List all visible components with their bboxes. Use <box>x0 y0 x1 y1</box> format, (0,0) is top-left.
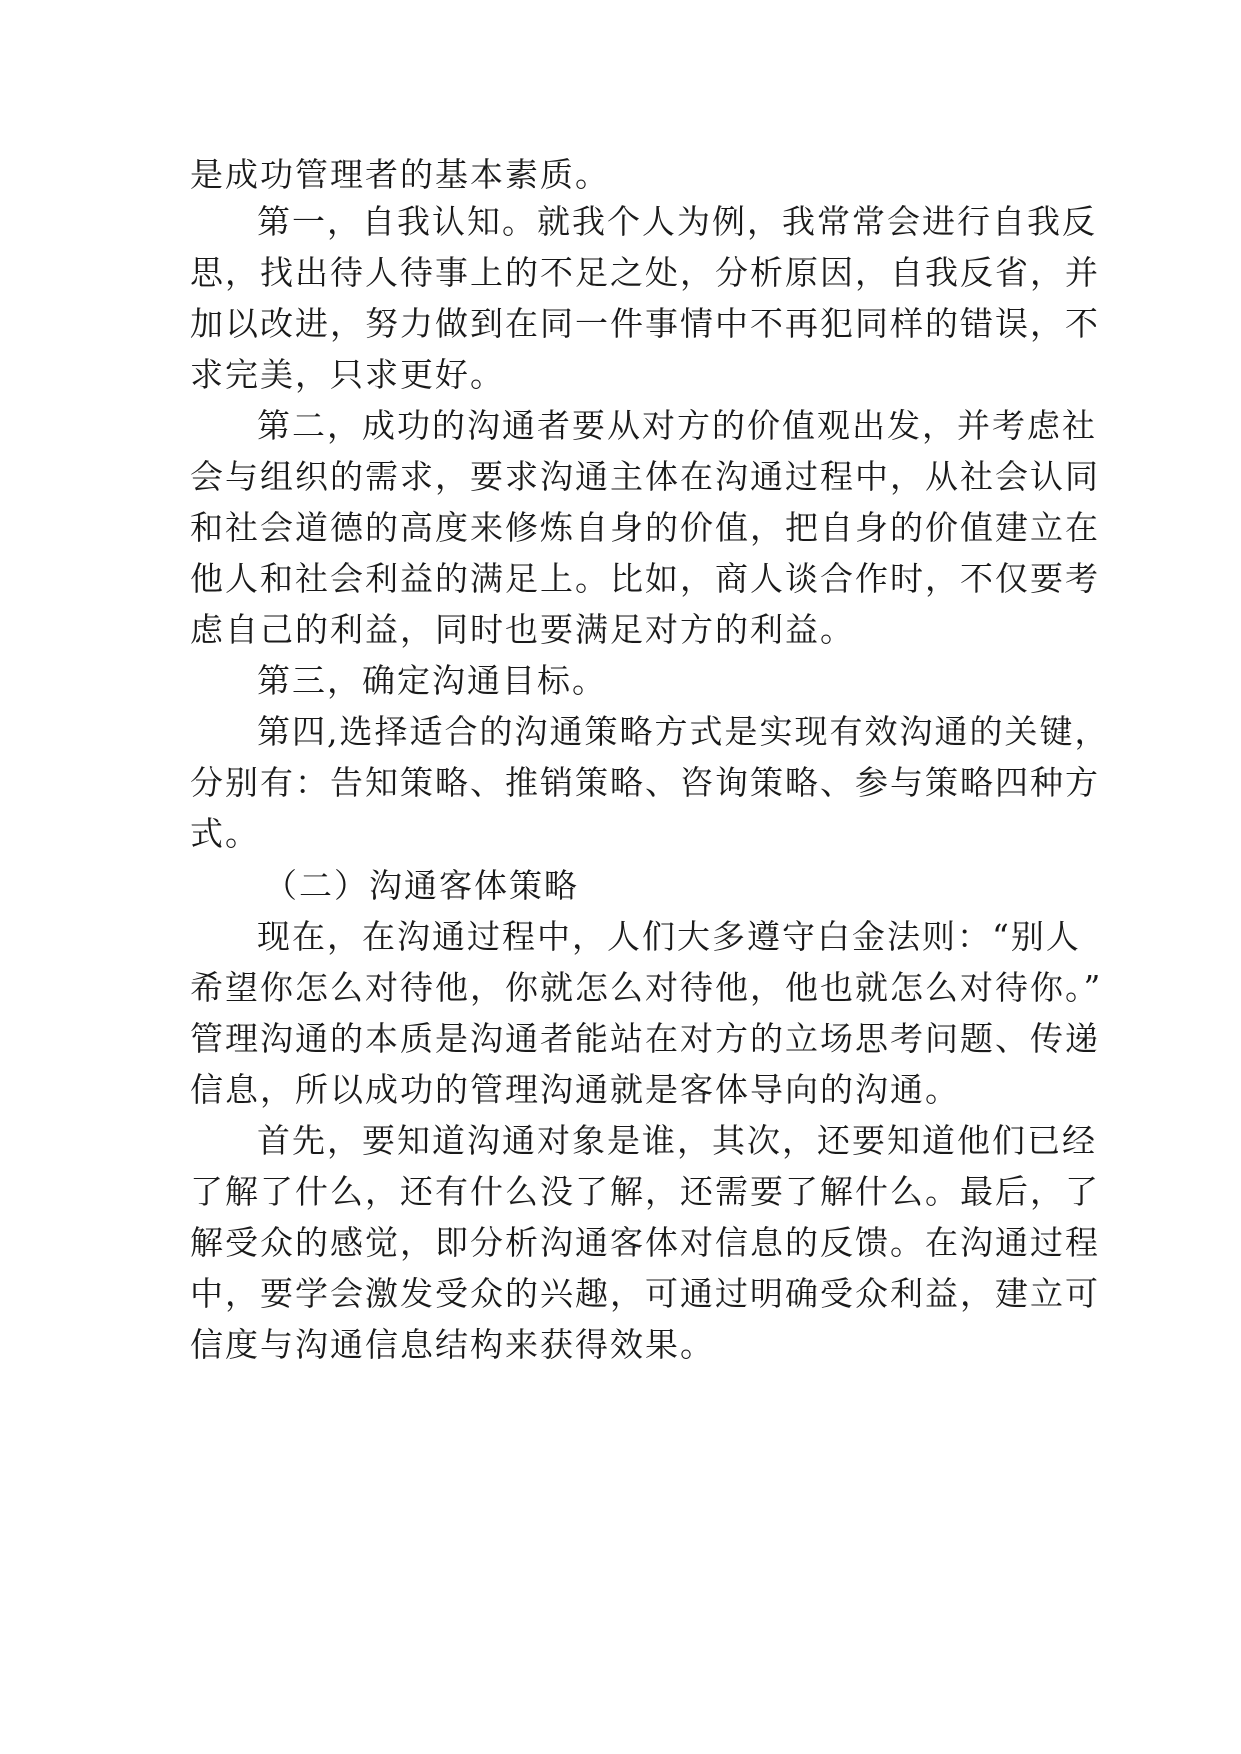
text-line: 分别有：告知策略、推销策略、咨询策略、参与策略四种方 <box>190 763 1100 802</box>
text-line: 加以改进，努力做到在同一件事情中不再犯同样的错误，不 <box>190 304 1100 343</box>
text-line: 信度与沟通信息结构来获得效果。 <box>190 1325 715 1364</box>
text-line: 第三，确定沟通目标。 <box>257 661 607 700</box>
text-line: 解受众的感觉，即分析沟通客体对信息的反馈。在沟通过程 <box>190 1223 1100 1262</box>
text-line: 首先，要知道沟通对象是谁，其次，还要知道他们已经 <box>257 1121 1097 1160</box>
text-line: 了解了什么，还有什么没了解，还需要了解什么。最后，了 <box>190 1172 1100 1211</box>
text-line: 第二，成功的沟通者要从对方的价值观出发，并考虑社 <box>257 406 1097 445</box>
text-line: 式。 <box>190 814 260 853</box>
text-line: 会与组织的需求，要求沟通主体在沟通过程中，从社会认同 <box>190 457 1100 496</box>
text-line: 他人和社会利益的满足上。比如，商人谈合作时，不仅要考 <box>190 559 1100 598</box>
text-line: 信息，所以成功的管理沟通就是客体导向的沟通。 <box>190 1070 960 1109</box>
text-line: 中，要学会激发受众的兴趣，可通过明确受众利益，建立可 <box>190 1274 1100 1313</box>
text-line: 第四,选择适合的沟通策略方式是实现有效沟通的关键， <box>257 712 1110 751</box>
text-line: 希望你怎么对待他，你就怎么对待他，他也就怎么对待你。” <box>190 968 1103 1007</box>
text-line: 和社会道德的高度来修炼自身的价值，把自身的价值建立在 <box>190 508 1100 547</box>
text-line: 是成功管理者的基本素质。 <box>190 155 610 194</box>
text-line: 虑自己的利益，同时也要满足对方的利益。 <box>190 610 855 649</box>
text-line: 思，找出待人待事上的不足之处，分析原因，自我反省，并 <box>190 253 1100 292</box>
text-line: 现在，在沟通过程中，人们大多遵守白金法则：“别人 <box>257 917 1081 956</box>
text-line: 求完美，只求更好。 <box>190 355 505 394</box>
section-heading: （二）沟通客体策略 <box>264 866 579 905</box>
text-line: 管理沟通的本质是沟通者能站在对方的立场思考问题、传递 <box>190 1019 1100 1058</box>
text-line: 第一，自我认知。就我个人为例，我常常会进行自我反 <box>257 202 1097 241</box>
